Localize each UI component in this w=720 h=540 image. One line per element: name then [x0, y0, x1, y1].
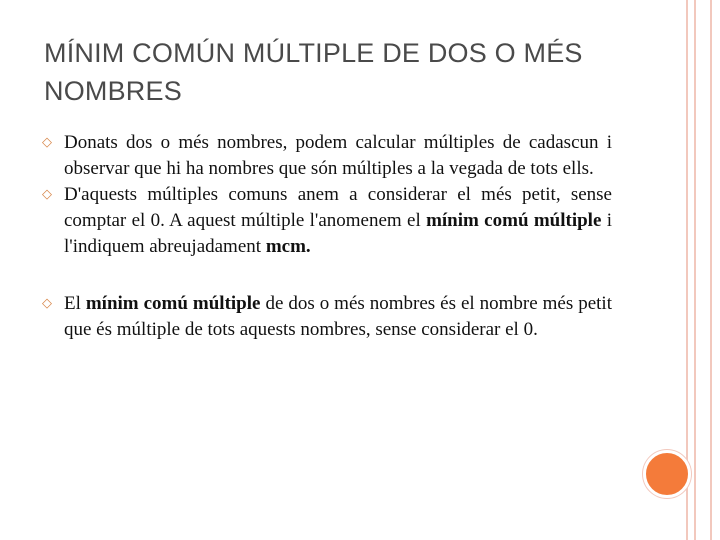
- bullet-bold-term: mínim comú múltiple: [85, 293, 261, 314]
- bullet-item-2: [42, 182, 612, 260]
- bullet-text-part: de dos o més nombres és el nombre més petit que és múltiple de tots aquests nombres, sense considerar el 0.: [64, 293, 612, 340]
- hollow-diamond-bullet-icon: ◇: [42, 135, 52, 150]
- slide-title: MÍNIM COMÚN MÚLTIPLE DE DOS O MÉS NOMBRES: [44, 38, 583, 106]
- hollow-diamond-bullet-icon: ◇: [42, 187, 52, 202]
- bullet-bold-abbreviation: mcm.: [265, 236, 311, 257]
- decorative-line: [710, 0, 712, 540]
- bullet-list: [42, 130, 612, 343]
- bullet-text-part: D'aquests múltiples comuns anem a considerar el més petit, sense comptar el 0. A aquest múltiple l'anomenem el: [64, 184, 612, 231]
- decorative-line: [694, 0, 696, 540]
- bullet-text-part: El: [64, 293, 86, 314]
- bullet-text: Donats dos o més nombres, podem calcular múltiples de cadascun i observar que hi ha nombres que són múltiples a la vegada de tots ells.: [64, 132, 612, 179]
- bullet-text-part: i l'indiquem abreujadament: [64, 210, 612, 257]
- hollow-diamond-bullet-icon: ◇: [42, 296, 52, 311]
- bullet-item-1: [42, 130, 612, 182]
- bullet-item-3: [42, 291, 612, 343]
- decorative-orange-circle: [643, 450, 691, 498]
- bullet-bold-term: mínim comú múltiple: [426, 210, 602, 231]
